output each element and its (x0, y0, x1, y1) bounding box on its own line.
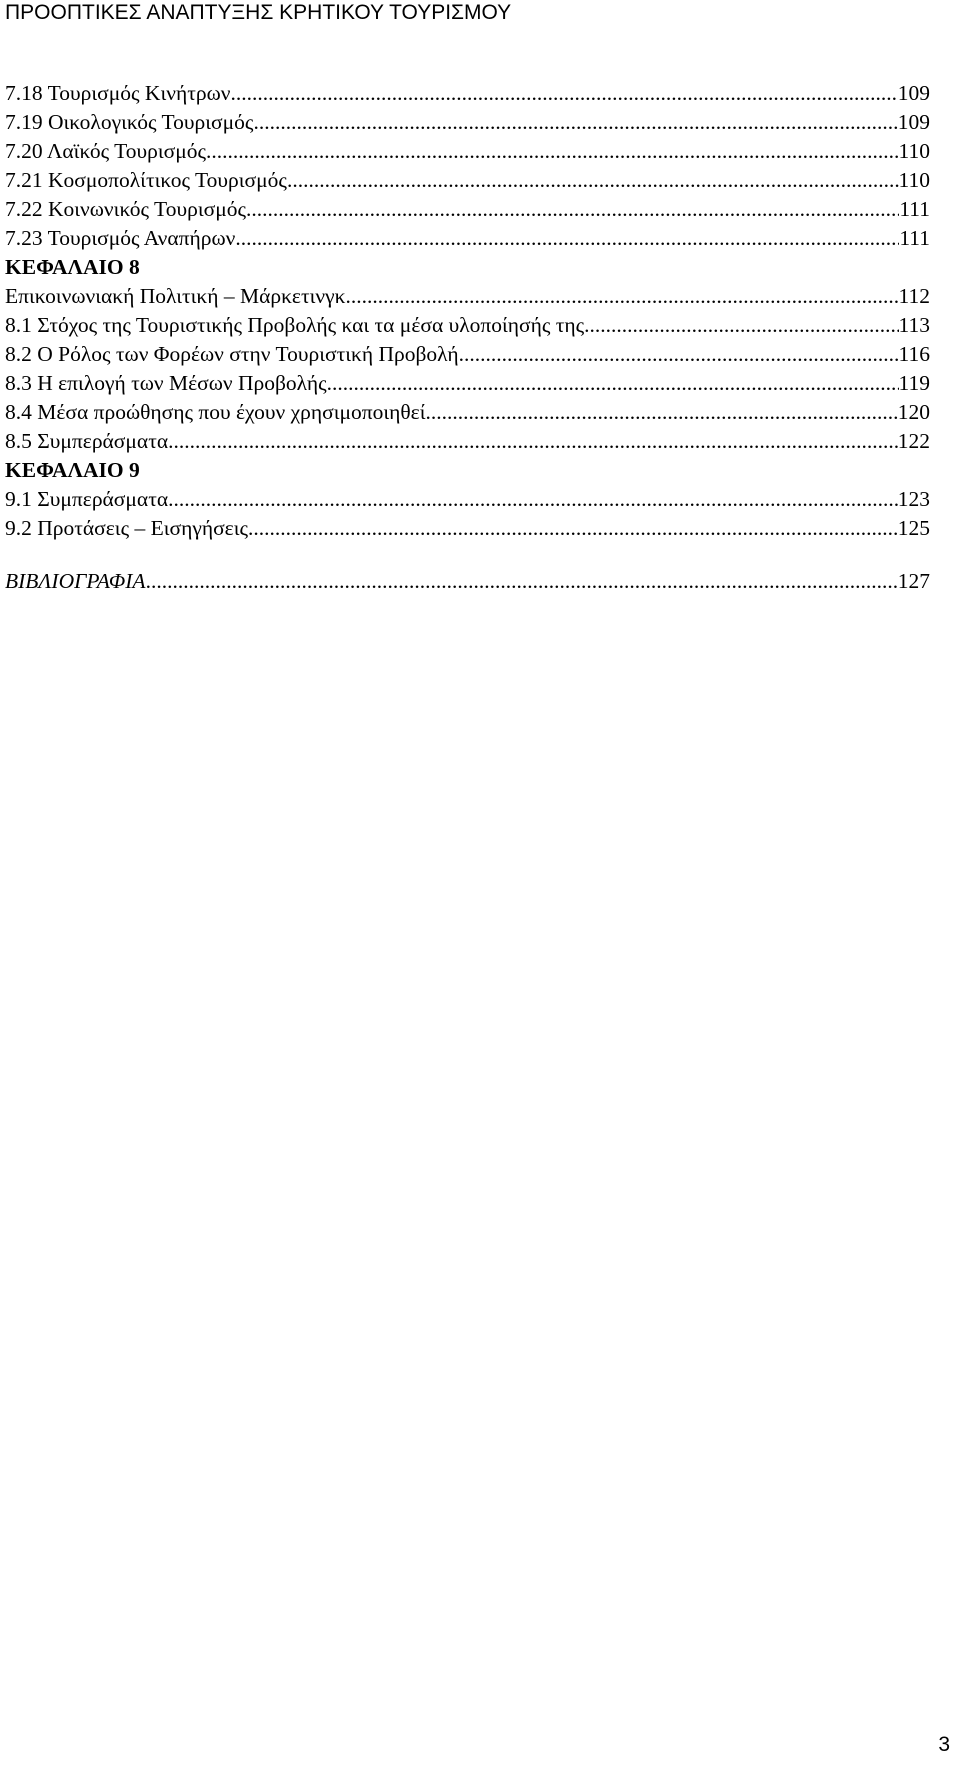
chapter-heading-9: ΚΕΦΑΛΑΙΟ 9 (5, 458, 140, 482)
dot-leader (246, 195, 899, 224)
toc-entry-page: 111 (899, 197, 930, 221)
toc-entry-7-23[interactable] (5, 224, 930, 253)
toc-entry-7-18[interactable] (5, 79, 930, 108)
dot-leader (168, 485, 898, 514)
dot-leader (146, 567, 898, 596)
toc-entry-title: 9.1 Συμπεράσματα (5, 487, 169, 511)
toc-entry-title: 7.18 Τουρισμός Κινήτρων (5, 81, 231, 105)
toc-entry-8-4[interactable] (5, 398, 930, 427)
toc-entry-7-21[interactable] (5, 166, 930, 195)
toc-entry-page: 110 (898, 168, 930, 192)
toc-entry-7-20[interactable] (5, 137, 930, 166)
dot-leader (230, 79, 897, 108)
toc-entry-page: 119 (898, 371, 930, 395)
toc-entry-title: 7.21 Κοσμοπολίτικος Τουρισμός (5, 168, 287, 192)
dot-leader (459, 340, 899, 369)
toc-entry-page: 110 (898, 139, 930, 163)
toc-entry-page: 125 (897, 516, 930, 540)
dot-leader (287, 166, 899, 195)
toc-entry-title: 7.19 Οικολογικός Τουρισμός (5, 110, 254, 134)
toc-entry-title: ΒΙΒΛΙΟΓΡΑΦΙΑ (5, 569, 146, 593)
toc-entry-title: 7.23 Τουρισμός Αναπήρων (5, 226, 236, 250)
dot-leader (426, 398, 898, 427)
toc-entry-page: 109 (897, 110, 930, 134)
toc-entry-8-2[interactable] (5, 340, 930, 369)
toc-entry-title: 8.2 Ο Ρόλος των Φορέων στην Τουριστική Προβολή (5, 342, 459, 366)
toc-entry-title: 8.5 Συμπεράσματα (5, 429, 169, 453)
page-number: 3 (938, 1733, 950, 1756)
toc-entry-title: 8.3 Η επιλογή των Μέσων Προβολής (5, 371, 327, 395)
running-header: ΠΡΟΟΠΤΙΚΕΣ ΑΝΑΠΤΥΞΗΣ ΚΡΗΤΙΚΟΥ ΤΟΥΡΙΣΜΟΥ (5, 1, 512, 24)
toc-entry-7-19[interactable] (5, 108, 930, 137)
toc-entry-page: 113 (898, 313, 930, 337)
dot-leader (327, 369, 899, 398)
toc-entry-title: 9.2 Προτάσεις – Εισηγήσεις (5, 516, 248, 540)
toc-entry-8-5[interactable] (5, 427, 930, 456)
toc-entry-title: 7.22 Κοινωνικός Τουρισμός (5, 197, 246, 221)
toc-entry-page: 127 (897, 569, 930, 593)
table-of-contents (5, 79, 930, 596)
toc-entry-9-2[interactable] (5, 514, 930, 543)
dot-leader (345, 282, 898, 311)
toc-entry-page: 120 (897, 400, 930, 424)
toc-entry-page: 123 (897, 487, 930, 511)
toc-entry-page: 116 (898, 342, 930, 366)
toc-entry-7-22[interactable] (5, 195, 930, 224)
toc-entry-title: 7.20 Λαϊκός Τουρισμός (5, 139, 207, 163)
dot-leader (235, 224, 899, 253)
toc-entry-page: 122 (897, 429, 930, 453)
toc-entry-title: 8.1 Στόχος της Τουριστικής Προβολής και τα μέσα υλοποίησής της (5, 313, 585, 337)
toc-entry-chapter-8-title[interactable] (5, 282, 930, 311)
dot-leader (206, 137, 899, 166)
dot-leader (253, 108, 897, 137)
toc-entry-8-1[interactable] (5, 311, 930, 340)
chapter-heading-8: ΚΕΦΑΛΑΙΟ 8 (5, 255, 140, 279)
toc-entry-8-3[interactable] (5, 369, 930, 398)
dot-leader (584, 311, 898, 340)
section-spacer (5, 543, 930, 567)
toc-entry-page: 111 (899, 226, 930, 250)
toc-entry-title: Επικοινωνιακή Πολιτική – Μάρκετινγκ (5, 284, 346, 308)
dot-leader (248, 514, 898, 543)
toc-entry-9-1[interactable] (5, 485, 930, 514)
toc-entry-page: 112 (898, 284, 930, 308)
toc-entry-page: 109 (897, 81, 930, 105)
dot-leader (168, 427, 898, 456)
toc-entry-bibliography[interactable] (5, 567, 930, 596)
toc-entry-title: 8.4 Μέσα προώθησης που έχουν χρησιμοποιηθεί (5, 400, 426, 424)
